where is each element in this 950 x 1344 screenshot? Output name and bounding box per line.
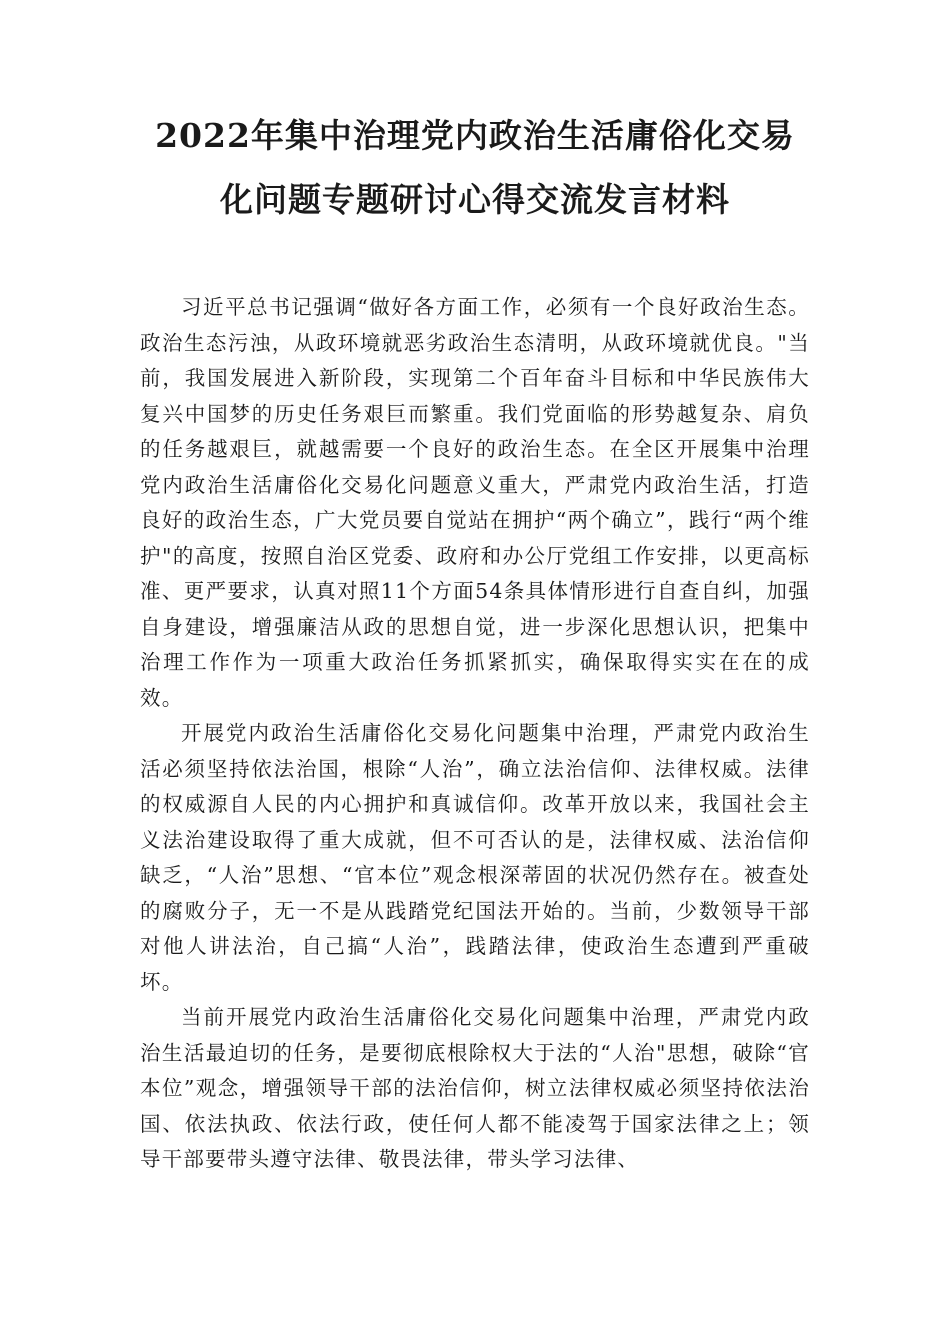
title-line-1: 2022年集中治理党内政治生活庸俗化交易: [155, 116, 795, 155]
paragraph-3: 当前开展党内政治生活庸俗化交易化问题集中治理，严肃党内政治生活最迫切的任务，是要彻底根除权大于法的“人治"思想，破除“官本位”观念，增强领导干部的法治信仰，树立法律权威必须坚持依法治国、依法执政、依法行政，使任何人都不能凌驾于国家法律之上；领导干部要带头遵守法律、敬畏法律，带头学习法律、: [140, 1005, 810, 1171]
title-line-2: 化问题专题研讨心得交流发言材料: [220, 180, 730, 219]
document-body: [140, 290, 810, 1178]
paragraph-2: 开展党内政治生活庸俗化交易化问题集中治理，严肃党内政治生活必须坚持依法治国，根除“人治”，确立法治信仰、法律权威。法律的权威源自人民的内心拥护和真诚信仰。改革开放以来，我国社会主义法治建设取得了重大成就，但不可否认的是，法律权威、法治信仰缺乏，“人治”思想、“官本位”观念根深蒂固的状况仍然存在。被查处的腐败分子，无一不是从践踏党纪国法开始的。当前，少数领导干部对他人讲法治，自己搞“人治”，践踏法律，使政治生态遭到严重破坏。: [140, 721, 810, 994]
document-title: [140, 104, 810, 232]
paragraph-1: 习近平总书记强调“做好各方面工作，必须有一个良好政治生态。政治生态污浊，从政环境就恶劣政治生态清明，从政环境就优良。"当前，我国发展进入新阶段，实现第二个百年奋斗目标和中华民族伟大复兴中国梦的历史任务艰巨而繁重。我们党面临的形势越复杂、肩负的任务越艰巨，就越需要一个良好的政治生态。在全区开展集中治理党内政治生活庸俗化交易化问题意义重大，严肃党内政治生活，打造良好的政治生态，广大党员要自觉站在拥护“两个确立”，践行“两个维护"的高度，按照自治区党委、政府和办公厅党组工作安排，以更高标准、更严要求，认真对照11个方面54条具体情形进行自查自纠，加强自身建设，增强廉洁从政的思想自觉，进一步深化思想认识，把集中治理工作作为一项重大政治任务抓紧抓实，确保取得实实在在的成效。: [140, 295, 810, 710]
